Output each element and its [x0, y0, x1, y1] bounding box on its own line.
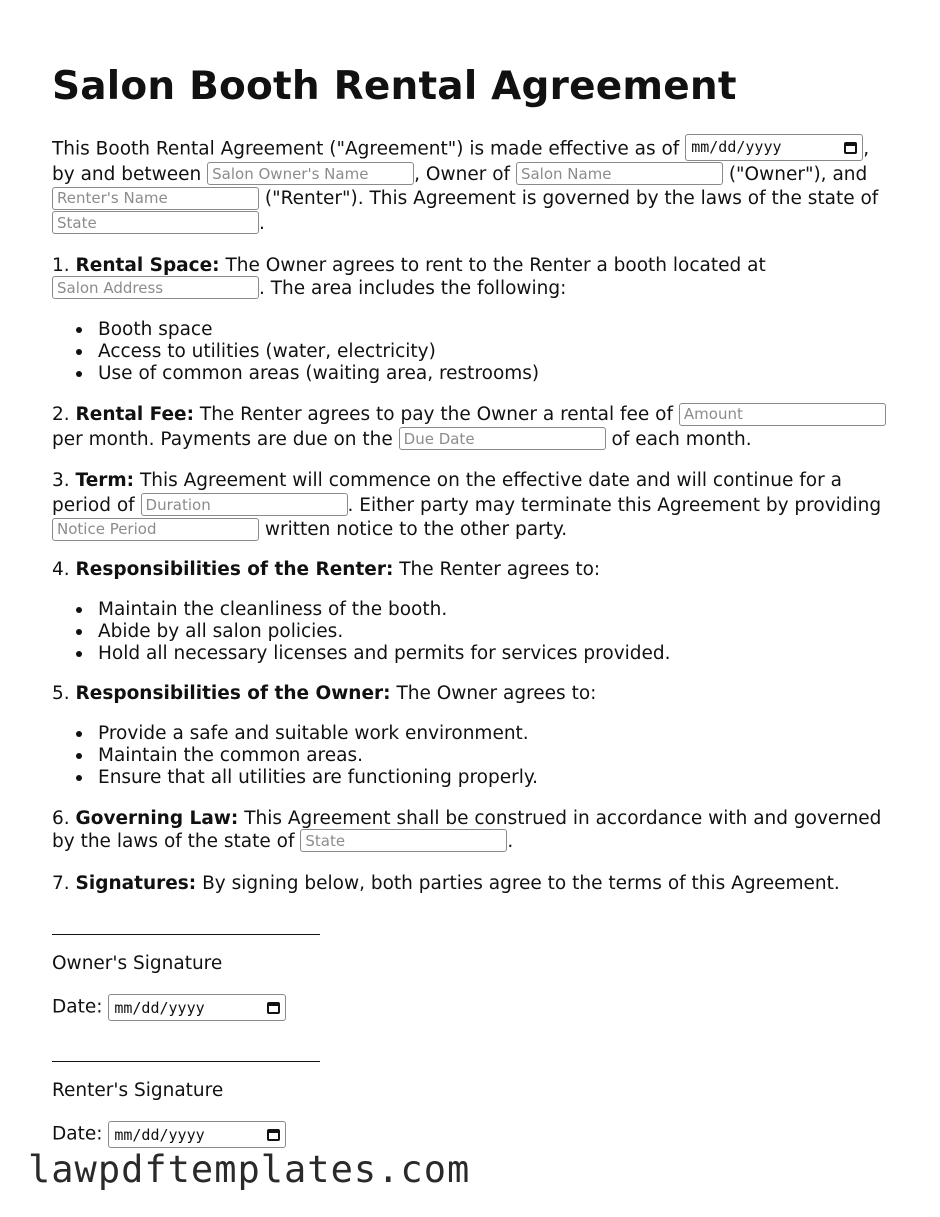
salon-owner-name-input[interactable]	[207, 162, 414, 185]
section-text: written notice to the other party.	[264, 519, 568, 540]
section-number: 3.	[52, 470, 70, 491]
section-text: by the laws of the state of	[52, 830, 295, 852]
salon-address-input[interactable]	[52, 276, 259, 299]
section-heading: Governing Law:	[75, 808, 239, 829]
section-heading: Rental Space:	[75, 255, 220, 276]
watermark: lawpdftemplates.com	[28, 1148, 471, 1191]
section-text: per month. Payments are due on the	[52, 428, 393, 450]
section-signatures	[52, 872, 892, 897]
section-text: .	[507, 830, 514, 852]
owner-signature-label: Owner's Signature	[52, 953, 223, 974]
section-rental-space	[52, 254, 892, 385]
renter-responsibilities-list	[52, 599, 892, 665]
section-heading: Responsibilities of the Renter:	[75, 559, 394, 580]
section-number: 4.	[52, 559, 70, 580]
section-text: . Either party may terminate this Agreement by providing	[347, 494, 882, 516]
renter-date-row	[52, 1121, 286, 1148]
page-title: Salon Booth Rental Agreement	[52, 64, 737, 109]
owner-date-row	[52, 994, 286, 1021]
section-rental-fee	[52, 403, 892, 452]
section-text: The Owner agrees to:	[396, 683, 597, 704]
owner-responsibilities-list	[52, 723, 892, 789]
section-text: The Renter agrees to:	[399, 559, 601, 580]
salon-name-input[interactable]	[516, 162, 723, 185]
section-number: 7.	[52, 873, 70, 894]
list-item: Abide by all salon policies.	[98, 621, 892, 643]
section-text: period of	[52, 494, 135, 516]
intro-paragraph	[52, 136, 892, 236]
calendar-icon[interactable]	[844, 142, 857, 154]
section-owner-responsibilities	[52, 682, 892, 789]
owner-signature-line[interactable]	[52, 934, 320, 935]
section-heading: Signatures:	[75, 873, 197, 894]
owner-date-value: mm/dd/yyyy	[114, 998, 205, 1017]
section-renter-responsibilities	[52, 558, 892, 665]
intro-text: ("Owner"), and	[728, 163, 868, 185]
section-heading: Responsibilities of the Owner:	[75, 683, 391, 704]
list-item: Maintain the common areas.	[98, 745, 892, 767]
renter-date-value: mm/dd/yyyy	[114, 1125, 205, 1144]
section-text: of each month.	[611, 428, 752, 450]
duration-input[interactable]	[141, 493, 348, 516]
section-text: This Agreement will commence on the effective date and will continue for a	[139, 470, 842, 491]
section-term	[52, 469, 892, 543]
notice-period-input[interactable]	[52, 518, 259, 541]
intro-period: .	[259, 212, 265, 234]
list-item: Use of common areas (waiting area, restrooms)	[98, 363, 892, 385]
list-item: Ensure that all utilities are functioning properly.	[98, 767, 892, 789]
date-label: Date:	[52, 996, 103, 1018]
section-text: By signing below, both parties agree to the terms of this Agreement.	[202, 873, 840, 894]
section-heading: Rental Fee:	[75, 404, 194, 425]
intro-text: This Booth Rental Agreement ("Agreement") is made effective as of	[52, 138, 680, 160]
section-text: The Renter agrees to pay the Owner a rental fee of	[199, 404, 674, 425]
amount-input[interactable]	[679, 403, 886, 426]
intro-text: ("Renter"). This Agreement is governed by the laws of the state of	[264, 188, 879, 209]
section-number: 1.	[52, 255, 70, 276]
list-item: Maintain the cleanliness of the booth.	[98, 599, 892, 621]
intro-comma: ,	[863, 138, 870, 160]
section-text: This Agreement shall be construed in accordance with and governed	[244, 808, 882, 829]
intro-text: , Owner of	[414, 163, 511, 185]
renter-date-field[interactable]	[108, 1121, 286, 1148]
list-item: Access to utilities (water, electricity)	[98, 341, 892, 363]
section-text: The Owner agrees to rent to the Renter a booth located at	[225, 255, 766, 276]
calendar-icon[interactable]	[267, 1129, 280, 1141]
renter-name-input[interactable]	[52, 187, 259, 210]
section-text: . The area includes the following:	[259, 277, 567, 299]
section-number: 5.	[52, 683, 70, 704]
date-label: Date:	[52, 1123, 103, 1145]
section-governing-law	[52, 807, 892, 854]
list-item: Booth space	[98, 319, 892, 341]
rental-space-list	[52, 319, 892, 385]
governing-state-input[interactable]	[300, 829, 507, 852]
list-item: Hold all necessary licenses and permits for services provided.	[98, 643, 892, 665]
effective-date-field[interactable]	[685, 134, 863, 161]
section-number: 2.	[52, 404, 70, 425]
intro-text: by and between	[52, 163, 202, 185]
section-number: 6.	[52, 808, 70, 829]
list-item: Provide a safe and suitable work environment.	[98, 723, 892, 745]
renter-signature-line[interactable]	[52, 1061, 320, 1062]
renter-signature-label: Renter's Signature	[52, 1080, 224, 1101]
effective-date-value: mm/dd/yyyy	[691, 138, 782, 157]
calendar-icon[interactable]	[267, 1002, 280, 1014]
owner-date-field[interactable]	[108, 994, 286, 1021]
section-heading: Term:	[75, 470, 135, 491]
due-date-input[interactable]	[399, 427, 606, 450]
state-input[interactable]	[52, 211, 259, 234]
